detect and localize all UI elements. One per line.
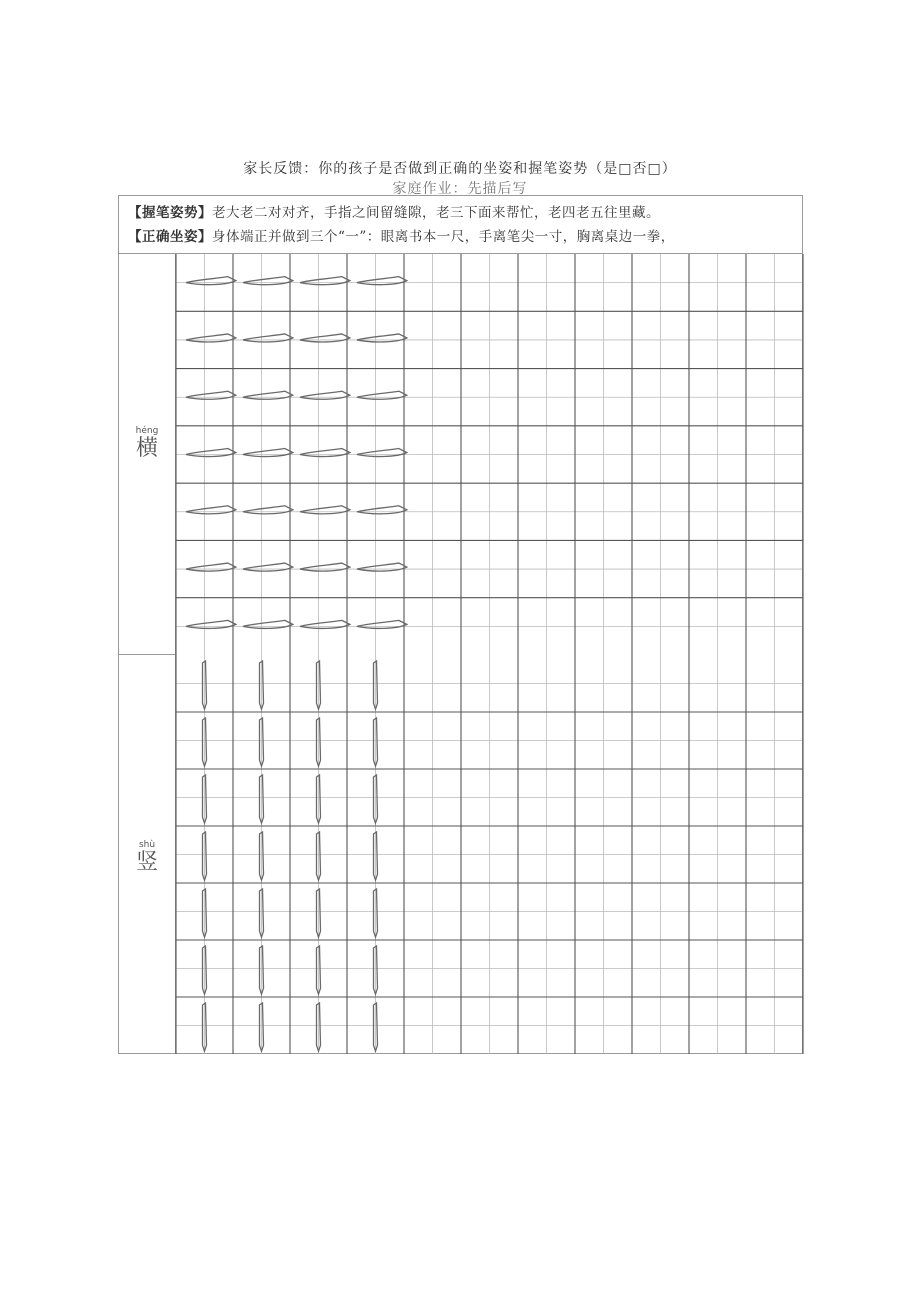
horizontal-stroke-trace [186,334,236,342]
horizontal-stroke-trace [357,506,407,514]
horizontal-stroke-trace [357,563,407,571]
character-heng: 横 [135,436,158,461]
horizontal-stroke-trace [300,620,350,628]
character-shu: 竖 [135,850,158,875]
horizontal-stroke-trace [243,620,293,628]
pinyin-heng: héng [135,426,159,436]
horizontal-stroke-trace [186,449,236,457]
horizontal-stroke-trace [300,449,350,457]
horizontal-stroke-trace [243,334,293,342]
horizontal-stroke-trace [300,391,350,399]
horizontal-stroke-trace [357,391,407,399]
posture-text: 身体端正并做到三个“一”：眼离书本一尺，手离笔尖一寸，胸离桌边一拳， [212,229,675,245]
horizontal-stroke-trace [186,506,236,514]
horizontal-stroke-trace [300,506,350,514]
horizontal-stroke-trace [243,391,293,399]
homework-title: 家庭作业：先描后写 [392,181,528,197]
horizontal-stroke-trace [357,277,407,285]
pinyin-shu: shù [138,840,156,850]
horizontal-stroke-trace [186,563,236,571]
horizontal-stroke-trace [186,620,236,628]
horizontal-stroke-trace [300,334,350,342]
horizontal-stroke-trace [243,563,293,571]
parent-feedback: 家长反馈：你的孩子是否做到正确的坐姿和握笔姿势（是□否□） [243,161,677,177]
grip-text: 老大老二对对齐，手指之间留缝隙，老三下面来帮忙，老四老五往里藏。 [212,205,660,221]
horizontal-stroke-trace [243,449,293,457]
grip-tag: 【握笔姿势】 [128,205,212,221]
horizontal-stroke-trace [357,449,407,457]
posture-tag: 【正确坐姿】 [128,229,212,245]
horizontal-stroke-trace [243,277,293,285]
horizontal-stroke-trace [186,391,236,399]
horizontal-stroke-trace [300,563,350,571]
horizontal-stroke-trace [243,506,293,514]
horizontal-stroke-trace [300,277,350,285]
horizontal-stroke-trace [357,334,407,342]
horizontal-stroke-trace [357,620,407,628]
horizontal-stroke-trace [186,277,236,285]
